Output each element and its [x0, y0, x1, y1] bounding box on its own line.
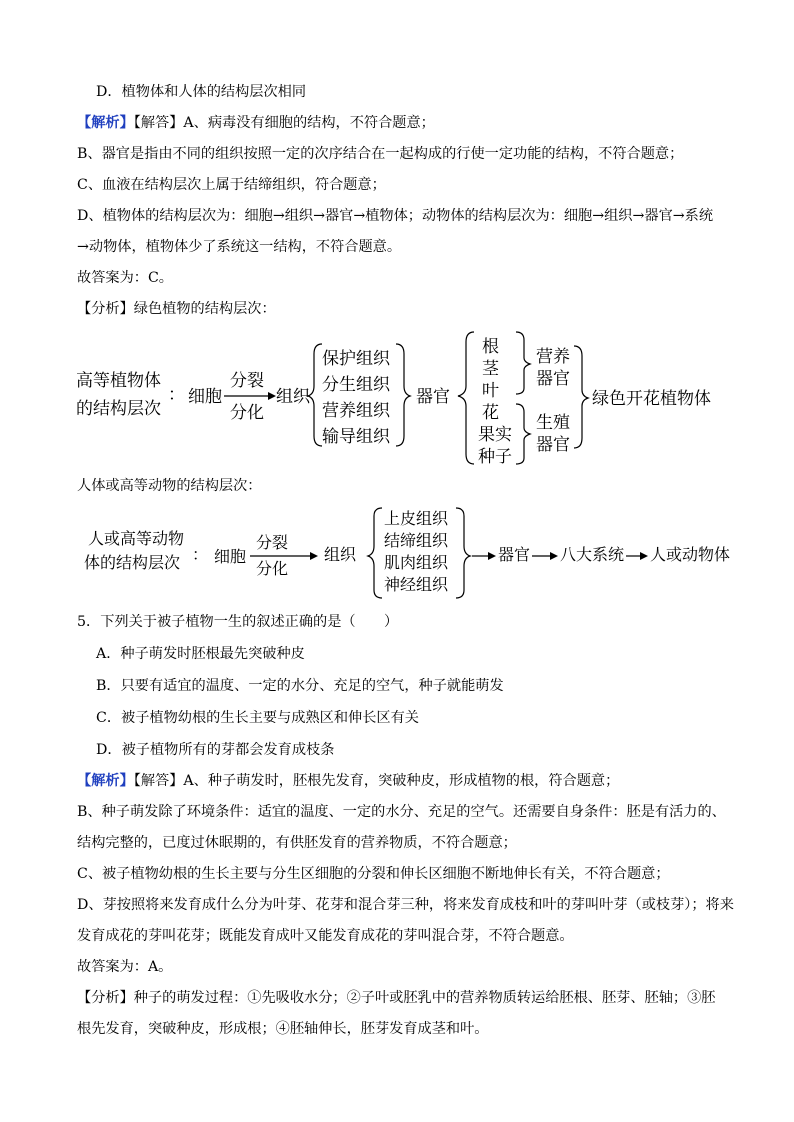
animal-system: 八大系统: [560, 545, 625, 564]
plant-organ-seed: 种子: [478, 447, 512, 467]
plant-veg-brace: [516, 332, 530, 394]
animal-title-line1: 人或高等动物: [88, 529, 185, 548]
q5-analysis-d1: D、芽按照将来发育成什么分为叶芽、花芽和混合芽三种，将来发育成枝和叶的芽叫叶芽（或枝芽）；将来: [77, 897, 734, 913]
analysis-tag: 【解析】: [77, 115, 134, 131]
plant-diff: 分化: [230, 403, 264, 423]
q5-analysis-b1: B、种子萌发除了环境条件：适宜的温度、一定的水分、充足的空气。还需要自身条件：胚是有活力的、: [77, 804, 726, 820]
q4-analysis-a: [77, 113, 435, 133]
q4-analysis-d1: D、植物体的结构层次为：细胞→组织→器官→植物体；动物体的结构层次为：细胞→组织→器官→系统: [77, 208, 714, 224]
animal-tissue-4: 神经组织: [384, 575, 449, 594]
plant-structure-diagram: [70, 328, 740, 468]
plant-organ-fruit: 果实: [478, 425, 512, 445]
plant-tissue-2: 分生组织: [322, 375, 390, 395]
plant-arrowhead-1: [268, 392, 276, 400]
animal-tissue-brace-close: [456, 508, 470, 598]
animal-diff: 分化: [256, 559, 289, 578]
plant-tissue-1: 保护组织: [322, 349, 390, 369]
animal-title-line2: 体的结构层次: [84, 553, 181, 572]
q4-analysis-a-text: 【解答】A、病毒没有细胞的结构，不符合题意；: [133, 115, 435, 131]
animal-tissue-brace-open: [368, 508, 382, 598]
animal-structure-diagram: [80, 502, 740, 602]
q5-analysis-a: [77, 771, 619, 791]
plant-tissue: 组织: [276, 387, 310, 407]
animal-arrowhead-1: [310, 552, 318, 560]
q5-option-b: B．只要有适宜的温度、一定的水分、充足的空气，种子就能萌发: [96, 678, 504, 694]
animal-tissue-2: 结缔组织: [384, 531, 449, 550]
animal-tissue-3: 肌肉组织: [384, 553, 449, 572]
q5-fenxi2: 根先发育，突破种皮，形成根；④胚轴伸长，胚芽发育成茎和叶。: [77, 1021, 489, 1037]
animal-split: 分裂: [256, 533, 289, 552]
plant-organ-stem: 茎: [482, 359, 499, 379]
animal-result: 人或动物体: [650, 545, 731, 564]
plant-tissue-4: 输导组织: [322, 427, 390, 447]
q5-option-d: D．被子植物所有的芽都会发育成枝条: [96, 742, 335, 758]
q5-analysis-c: C、被子植物幼根的生长主要与分生区细胞的分裂和伸长区细胞不断地伸长有关，不符合题意；: [77, 866, 670, 882]
plant-organ-leaf: 叶: [482, 381, 499, 401]
q5-option-c: C．被子植物幼根的生长主要与成熟区和伸长区有关: [96, 710, 419, 726]
q5-answer: 故答案为：A。: [77, 959, 173, 975]
plant-veg-organ-1: 营养: [536, 347, 570, 367]
animal-arrowhead-3: [550, 552, 558, 560]
q5-analysis-b2: 结构完整的，已度过休眠期的，有供胚发育的营养物质，不符合题意；: [77, 835, 517, 851]
q4-option-d: D．植物体和人体的结构层次相同: [96, 84, 307, 100]
plant-tissue-brace-close: [396, 344, 410, 446]
animal-tissue-1: 上皮组织: [384, 509, 449, 528]
animal-arrowhead-4: [640, 552, 648, 560]
plant-tissue-3: 营养组织: [322, 401, 390, 421]
animal-tissue: 组织: [324, 545, 357, 564]
q4-analysis-b: B、器官是指由不同的组织按照一定的次序结合在一起构成的行使一定功能的结构，不符合题意；: [77, 146, 684, 162]
plant-rep-organ-2: 器官: [536, 435, 570, 455]
plant-result: 绿色开花植物体: [592, 389, 711, 409]
analysis-tag: 【解析】: [77, 773, 134, 789]
animal-intro: 人体或高等动物的结构层次：: [77, 478, 262, 494]
q5-option-a: A．种子萌发时胚根最先突破种皮: [96, 646, 305, 662]
q4-analysis-c: C、血液在结构层次上属于结缔组织，符合题意；: [77, 177, 386, 193]
plant-tissue-brace-open: [308, 344, 322, 446]
plant-veg-organ-2: 器官: [536, 369, 570, 389]
plant-rep-brace: [516, 404, 530, 464]
plant-title-line1: 高等植物体: [76, 371, 161, 391]
q5-analysis-a-text: 【解答】A、种子萌发时，胚根先发育，突破种皮，形成植物的根，符合题意；: [133, 773, 620, 789]
plant-organ-root: 根: [482, 337, 499, 357]
q4-analysis-d2: →动物体，植物体少了系统这一结构，不符合题意。: [77, 239, 402, 255]
animal-cell: 细胞: [214, 547, 247, 566]
plant-organ-flower: 花: [482, 403, 499, 423]
plant-title-line2: 的结构层次: [76, 399, 161, 419]
animal-organ: 器官: [498, 545, 531, 564]
plant-final-brace: [574, 346, 588, 448]
animal-arrowhead-2: [488, 552, 496, 560]
plant-colon: ：: [168, 385, 185, 405]
q5-stem: 5．下列关于被子植物一生的叙述正确的是（ ）: [77, 614, 399, 630]
q4-fenxi: 【分析】绿色植物的结构层次：: [77, 301, 276, 317]
plant-cell: 细胞: [188, 387, 222, 407]
q5-fenxi1: 【分析】种子的萌发过程：①先吸收水分；②子叶或胚乳中的营养物质转运给胚根、胚芽、胚轴；③胚: [77, 990, 716, 1006]
plant-organ-brace-open: [458, 332, 474, 464]
q5-analysis-d2: 发育成花的芽叫花芽；既能发育成叶又能发育成花的芽叫混合芽，不符合题意。: [77, 928, 574, 944]
animal-colon: ：: [192, 545, 209, 564]
plant-organ: 器官: [416, 387, 450, 407]
q4-answer: 故答案为：C。: [77, 270, 173, 286]
plant-rep-organ-1: 生殖: [536, 413, 570, 433]
plant-split: 分裂: [230, 371, 264, 391]
